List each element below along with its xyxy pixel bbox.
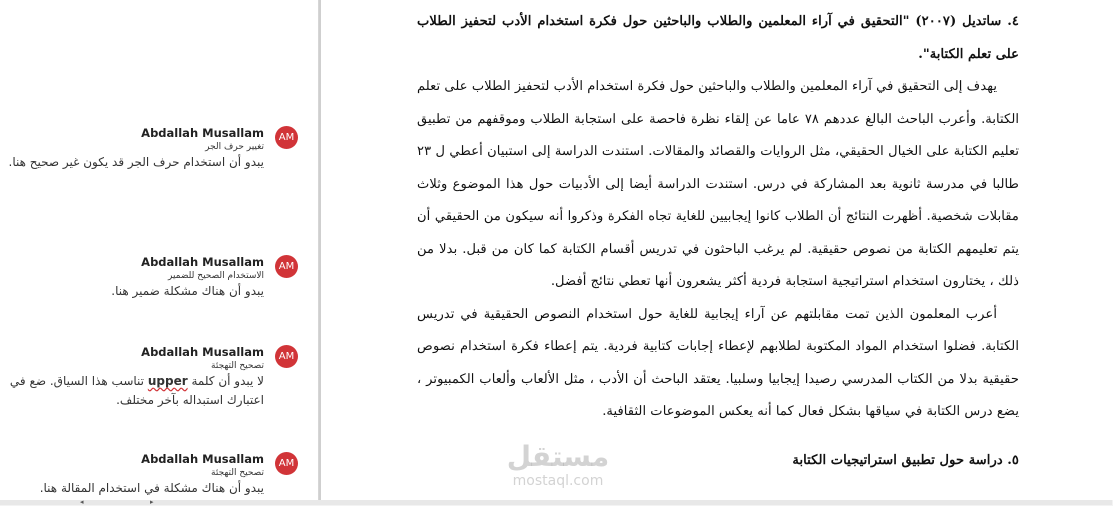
author-avatar: AM	[275, 345, 298, 368]
comment-author: Abdallah Musallam	[141, 126, 264, 140]
comment-card[interactable]	[8, 126, 308, 196]
scroll-left-icon[interactable]: ◂	[80, 498, 84, 506]
status-bar	[0, 500, 1112, 505]
watermark	[488, 442, 628, 490]
comment-author: Abdallah Musallam	[141, 255, 264, 269]
next-section-heading: ٥. دراسة حول تطبيق استراتيجيات الكتابة	[792, 452, 1019, 468]
watermark-arabic: مستقل	[506, 440, 610, 473]
comment-card[interactable]	[8, 255, 308, 310]
comment-author: Abdallah Musallam	[141, 452, 264, 466]
comment-type: تصحيح التهجئة	[211, 468, 264, 478]
comment-text-before: لا يبدو أن كلمة	[191, 374, 264, 388]
comment-card[interactable]	[8, 345, 308, 415]
paragraph: يهدف إلى التحقيق في آراء المعلمين والطلاب والباحثين حول فكرة استخدام الأدب لتحفيز الطلاب على تعلم الكتابة. وأعرب الباحث البالغ عددهم ٧٨ عاما عن إلقاء نظرة فاحصة على استجابة الطلاب وموقفهم من تطبيق تعليم الكتابة على الخيال الحقيقي، مثل الروايات والقصائد والمقالات. استندت الدراسة إلى استبيان أعطي ل ٢٣ طالبا في مدرسة ثانوية بعد المشاركة في درس. استندت الدراسة أيضا إلى الأدبيات حول هذا الموضوع وثلاث مقابلات شخصية. أظهرت النتائج أن الطلاب كانوا إيجابيين للغاية تجاه الفكرة وذكروا أنه سيكون من الحقيقي أن يتم تعليمهم الكتابة من نصوص حقيقية. لم يرغب الباحثون في تدريس أقسام الكتابة كما كان من قبل. بدلا من ذلك ، يختارون استخدام استراتيجية استجابة فردية أكثر يشعرون أنها تعطي نتائج أفضل.	[417, 79, 1020, 289]
comment-text: يبدو أن هناك مشكلة ضمير هنا.	[111, 284, 264, 298]
comment-text-after: تناسب هذا السياق. ضع في اعتبارك استبداله بآخر مختلف.	[9, 374, 264, 407]
comment-author: Abdallah Musallam	[141, 345, 264, 359]
author-avatar: AM	[275, 452, 298, 475]
comment-type: تصحيح التهجئة	[211, 361, 264, 371]
comment-card[interactable]	[8, 452, 308, 502]
paragraph: أعرب المعلمون الذين تمت مقابلتهم عن آراء إيجابية للغاية حول استخدام النصوص الحقيقية في تدريس الكتابة. فضلوا استخدام المواد المكتوبة لطلابهم لإعطاء إجابات كتابية فردية. يتم إعطاء فكرة استخدام نصوص حقيقية بدلا من الكتاب المدرسي رصيدا إيجابيا وسلبيا. يعتقد الباحث أن الأدب ، مثل الألعاب وألعاب الكمبيوتر ، يضع درس الكتابة في سياقها بشكل فعال كما أنه يعكس الموضوعات الثقافية.	[417, 306, 1019, 419]
document-page[interactable]	[318, 0, 1113, 500]
watermark-latin: mostaql.com	[512, 473, 604, 489]
comment-type: تغيير حرف الجر	[205, 142, 264, 152]
comment-type: الاستخدام الصحيح للضمير	[167, 271, 264, 281]
flagged-word: upper	[147, 374, 188, 388]
author-avatar: AM	[275, 126, 298, 149]
comments-pane	[0, 0, 319, 500]
section-heading: ٤. ساتديل (٢٠٠٧) "التحقيق في آراء المعلمين والطلاب والباحثين حول فكرة استخدام الأدب لتحفيز الطلاب على تعلم الكتابة".	[417, 14, 1019, 62]
comment-text	[2, 372, 264, 410]
comment-text: يبدو أن استخدام حرف الجر قد يكون غير صحيح هنا.	[8, 155, 264, 169]
comment-text: يبدو أن هناك مشكلة في استخدام المقالة هنا.	[39, 481, 264, 495]
scroll-right-icon[interactable]: ▸	[150, 498, 154, 506]
page-edge	[319, 0, 321, 500]
author-avatar: AM	[275, 255, 298, 278]
